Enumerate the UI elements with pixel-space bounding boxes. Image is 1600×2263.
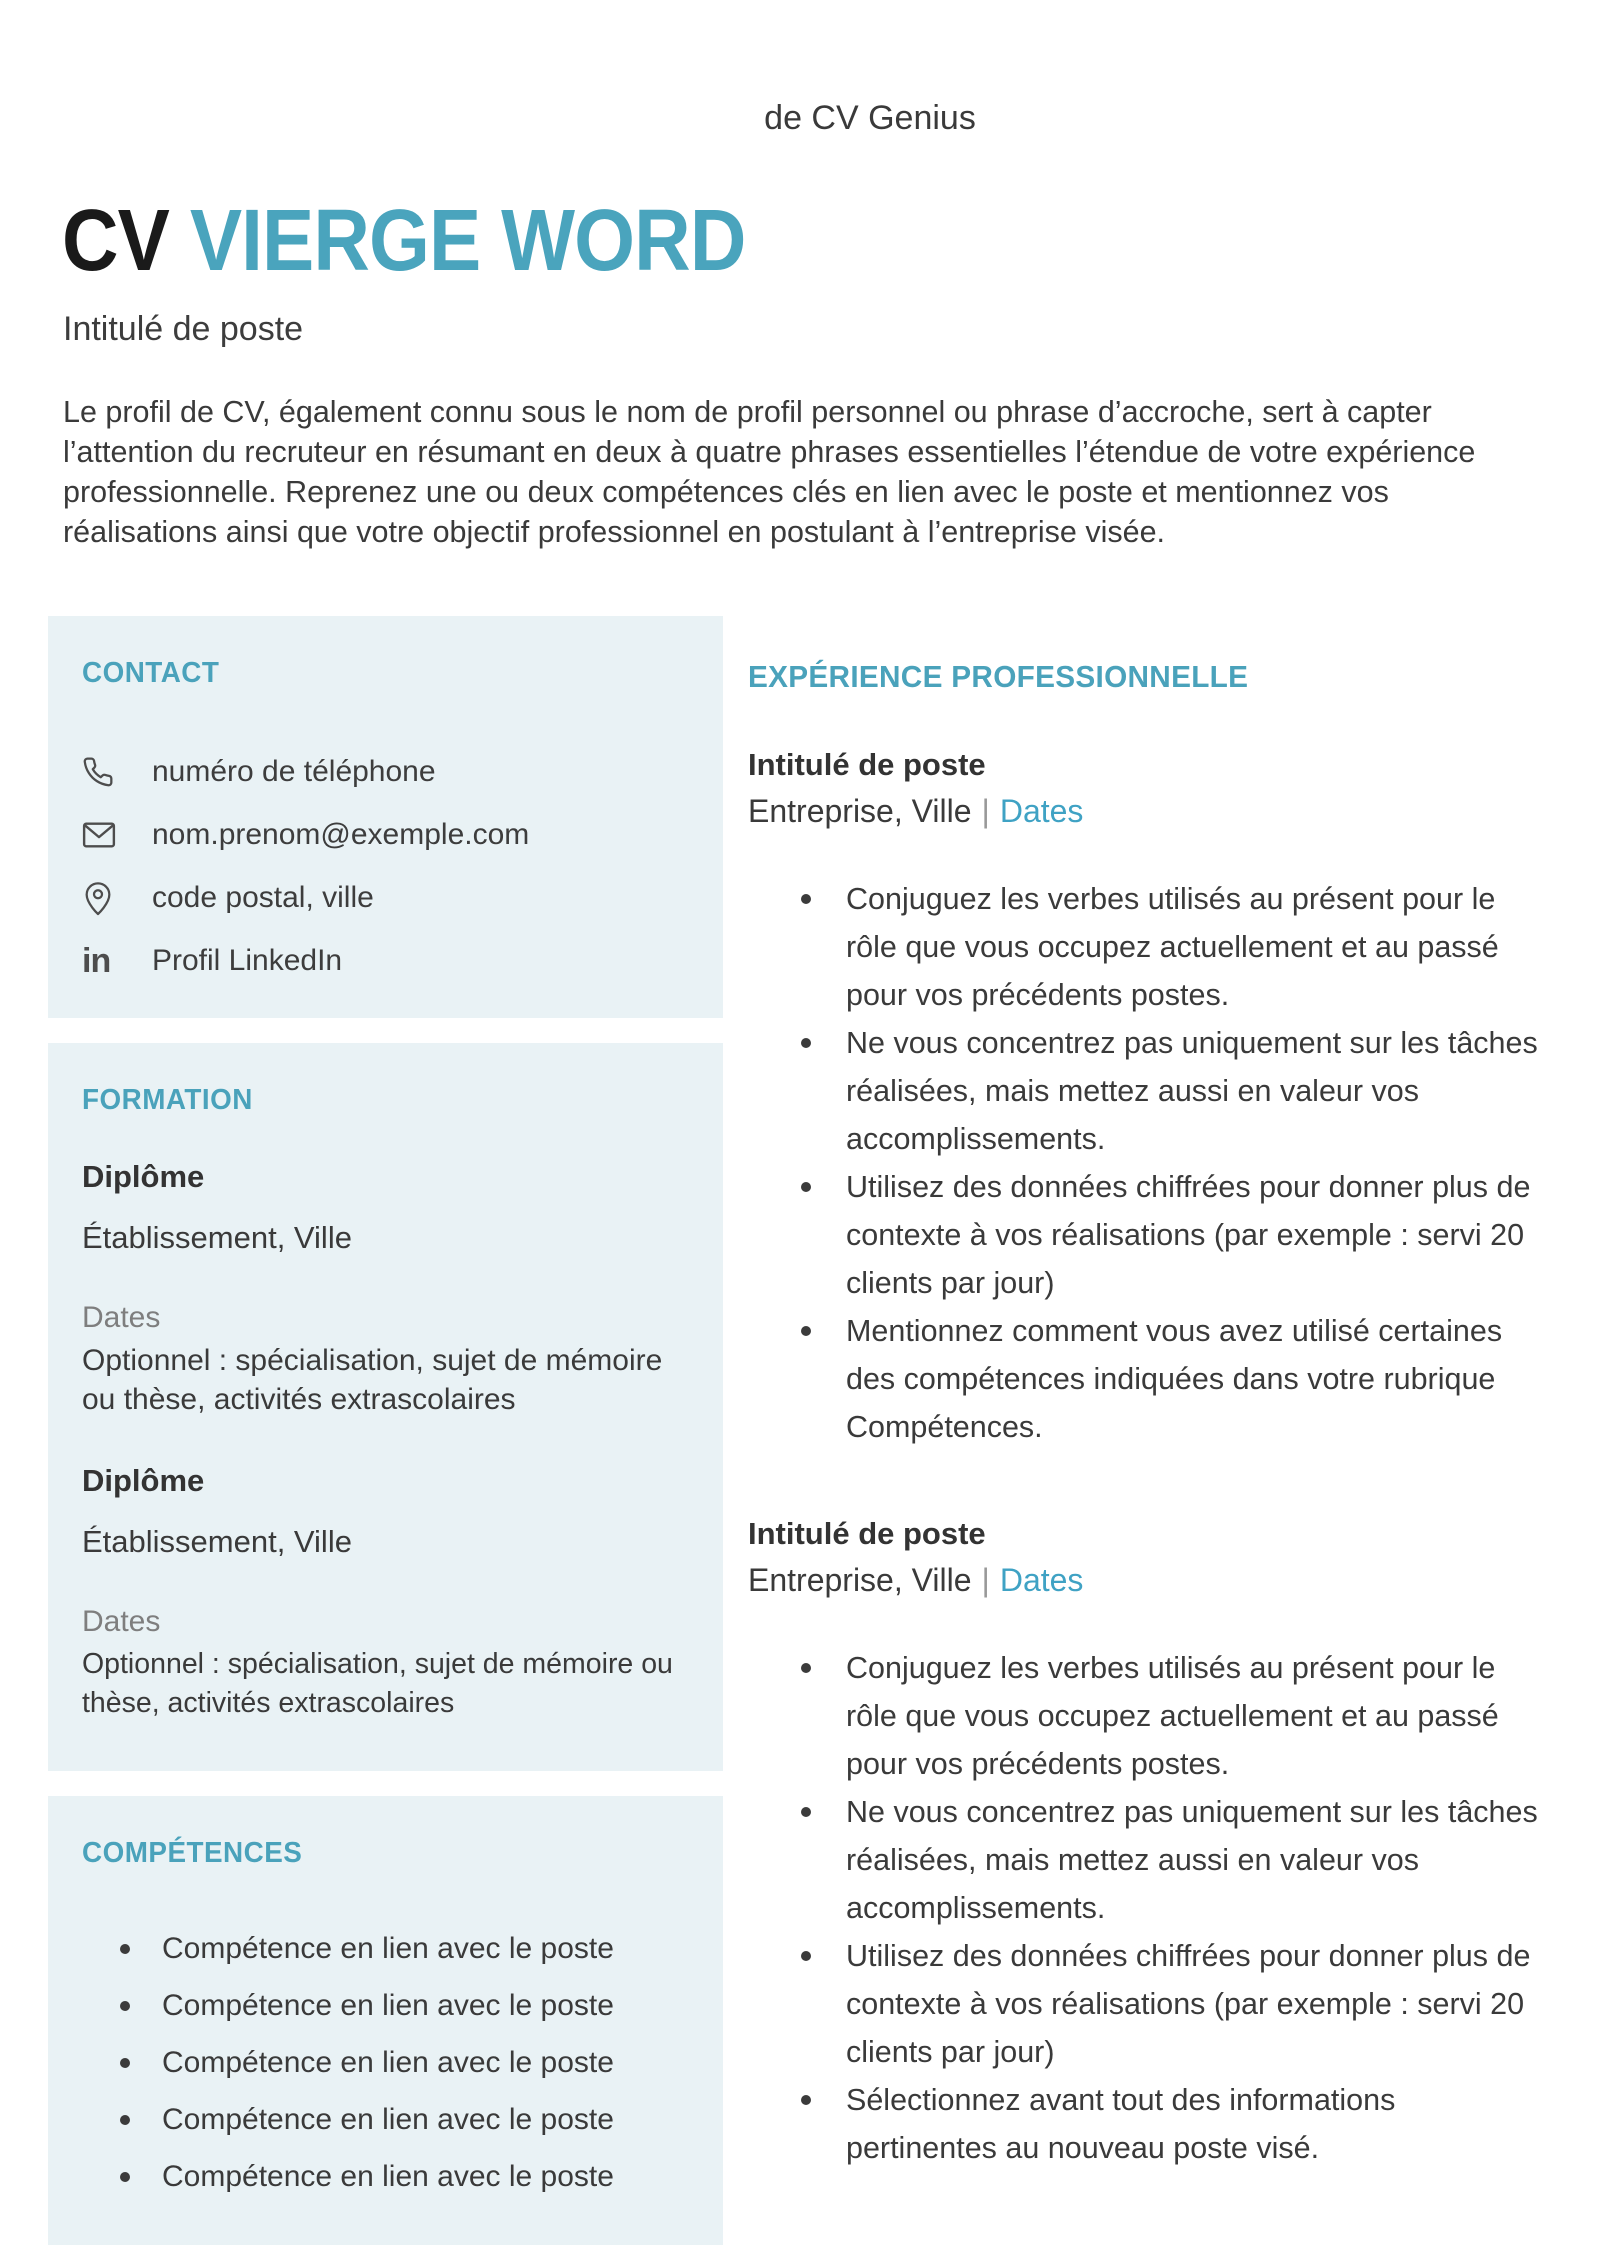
contact-section xyxy=(48,616,723,1018)
formation-section xyxy=(48,1043,723,1771)
degree-title: Diplôme xyxy=(82,1159,205,1194)
formation-dates: Dates xyxy=(82,1605,161,1638)
sidebar xyxy=(48,616,723,2245)
linkedin-label: Profil LinkedIn xyxy=(152,943,343,977)
job-dates: Dates xyxy=(999,1562,1084,1598)
competence-item: Compétence en lien avec le poste xyxy=(82,2148,693,2205)
job-bullet: Mentionnez comment vous avez utilisé certaines des compétences indiquées dans votre rubrique Compétences. xyxy=(748,1307,1540,1451)
page-title-teal: VIERGE WORD xyxy=(189,192,746,289)
company-name: Entreprise, Ville xyxy=(748,1562,972,1598)
competences-list xyxy=(82,1920,693,2205)
formation-optional: Optionnel : spécialisation, sujet de mémoire ou thèse, activités extrascolaires xyxy=(82,1648,673,1719)
job-bullet-list xyxy=(748,1644,1540,2172)
company-line xyxy=(748,1562,1540,1598)
contact-row-linkedin xyxy=(82,929,693,992)
two-column-layout xyxy=(0,616,1600,2245)
formation-dates: Dates xyxy=(82,1301,161,1334)
contact-row-phone xyxy=(82,740,693,803)
formation-heading: FORMATION xyxy=(82,1084,253,1116)
formation-optional: Optionnel : spécialisation, sujet de mémoire ou thèse, activités extrascolaires xyxy=(82,1344,663,1416)
degree-title: Diplôme xyxy=(82,1463,205,1498)
job-entry xyxy=(748,748,1540,1451)
page-title xyxy=(62,192,1446,289)
job-bullet-list xyxy=(748,875,1540,1451)
competences-heading: COMPÉTENCES xyxy=(82,1837,303,1869)
separator: | xyxy=(981,1562,990,1598)
email-label: nom.prenom@exemple.com xyxy=(152,817,530,851)
address-label: code postal, ville xyxy=(152,880,374,914)
location-icon xyxy=(82,880,122,916)
brand-note: de CV Genius xyxy=(764,99,976,137)
school-line: Établissement, Ville xyxy=(82,1524,352,1559)
formation-entry xyxy=(82,1465,693,1723)
job-bullet: Utilisez des données chiffrées pour donner plus de contexte à vos réalisations (par exemple : servi 20 clients par jour) xyxy=(748,1163,1540,1307)
job-dates: Dates xyxy=(999,793,1084,829)
job-bullet: Sélectionnez avant tout des informations pertinentes au nouveau poste visé. xyxy=(748,2076,1540,2172)
page-title-black: CV xyxy=(62,192,169,289)
competence-item: Compétence en lien avec le poste xyxy=(82,2091,693,2148)
company-line xyxy=(748,793,1540,829)
job-entry xyxy=(748,1517,1540,2172)
profile-intro-paragraph: Le profil de CV, également connu sous le nom de profil personnel ou phrase d’accroche, sert à capter l’attention du recruteur en résumant en deux à quatre phrases essentielles l’étendue de votre expérience professionnelle. Reprenez une ou deux compétences clés en lien avec le poste et mentionnez vos réalisations ainsi que votre objectif professionnel en postulant à l’entreprise visée. xyxy=(63,395,1476,549)
job-bullet: Ne vous concentrez pas uniquement sur les tâches réalisées, mais mettez aussi en valeur vos accomplissements. xyxy=(748,1788,1540,1932)
linkedin-icon: in xyxy=(82,941,111,980)
job-title: Intitulé de poste xyxy=(748,747,986,782)
mail-icon xyxy=(82,821,122,849)
competence-item: Compétence en lien avec le poste xyxy=(82,2034,693,2091)
experience-heading: EXPÉRIENCE PROFESSIONNELLE xyxy=(748,659,1249,694)
competences-section xyxy=(48,1796,723,2245)
contact-heading: CONTACT xyxy=(82,657,220,689)
phone-label: numéro de téléphone xyxy=(152,754,436,788)
separator: | xyxy=(981,793,990,829)
formation-entry xyxy=(82,1161,693,1419)
school-line: Établissement, Ville xyxy=(82,1220,352,1255)
phone-icon xyxy=(82,756,122,788)
contact-row-email xyxy=(82,803,693,866)
competence-item: Compétence en lien avec le poste xyxy=(82,1920,693,1977)
contact-row-address xyxy=(82,866,693,929)
job-bullet: Conjuguez les verbes utilisés au présent pour le rôle que vous occupez actuellement et au passé pour vos précédents postes. xyxy=(748,875,1540,1019)
job-bullet: Ne vous concentrez pas uniquement sur les tâches réalisées, mais mettez aussi en valeur vos accomplissements. xyxy=(748,1019,1540,1163)
company-name: Entreprise, Ville xyxy=(748,793,972,829)
job-title: Intitulé de poste xyxy=(748,1516,986,1551)
competence-item: Compétence en lien avec le poste xyxy=(82,1977,693,2034)
job-bullet: Conjuguez les verbes utilisés au présent pour le rôle que vous occupez actuellement et au passé pour vos précédents postes. xyxy=(748,1644,1540,1788)
experience-column xyxy=(748,616,1540,2172)
contact-rows xyxy=(82,740,693,992)
job-bullet: Utilisez des données chiffrées pour donner plus de contexte à vos réalisations (par exemple : servi 20 clients par jour) xyxy=(748,1932,1540,2076)
job-title-placeholder: Intitulé de poste xyxy=(63,310,304,348)
